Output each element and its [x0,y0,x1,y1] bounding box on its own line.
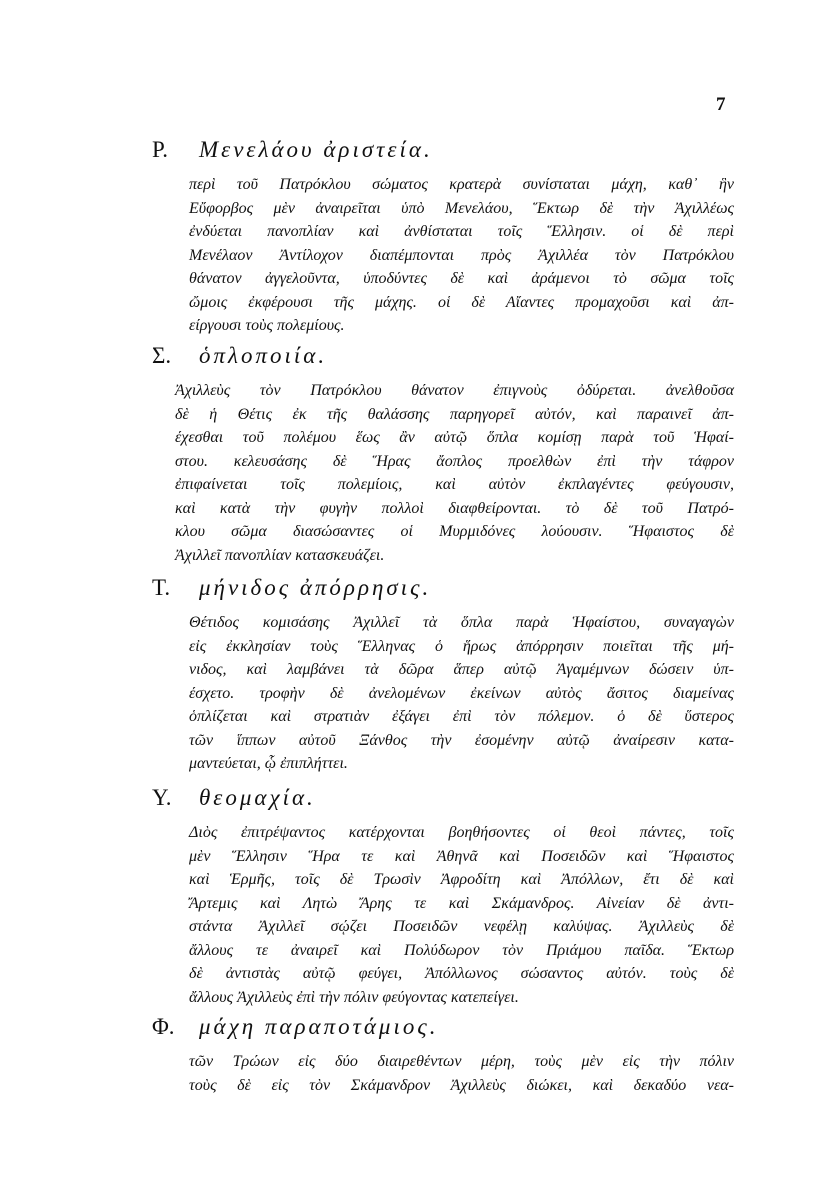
section-letter: Ρ. [152,137,169,162]
section-body [0,379,840,567]
text-line: τοὺς δὲ εἰς τὸν Σκάμανδρον Ἀχιλλεὺς διώκει, καὶ δεκαδύο νεα- [189,1076,734,1094]
text-line: στάντα Ἀχιλλεῖ σῴζει Ποσειδῶν νεφέλῃ καλύψας. Ἀχιλλεὺς δὲ [189,918,734,935]
text-line: ἄλλους τε ἀναιρεῖ καὶ Πολύδωρον τὸν Πριάμου παῖδα. Ἕκτωρ [189,941,734,959]
text-line: μὲν Ἕλλησιν Ἥρα τε καὶ Ἀθηνᾶ καὶ Ποσειδῶν καὶ Ἥφαιστος [189,847,734,865]
section-body [0,1050,840,1097]
section-body [0,611,840,776]
section-title: ὁπλοποιία. [199,343,328,368]
section-title: Μενελάου ἀριστεία. [199,137,433,162]
text-line: Διὸς ἐπιτρέψαντος κατέρχονται βοηθήσοντες οἱ θεοὶ πάντες, τοῖς [189,824,734,841]
section-letter: Υ. [152,785,172,810]
text-line: ἐπιφαίνεται τοῖς πολεμίοις, καὶ αὐτὸν ἐκπλαγέντες φεύγουσιν, [175,476,734,493]
text-line: ὤμοις ἐκφέρουσι τῆς μάχης. οἱ δὲ Αἴαντες προμαχοῦσι καὶ ἀπ- [189,293,734,311]
section-heading [0,785,840,821]
text-line: εἰς ἐκκλησίαν τοὺς Ἕλληνας ὁ ἥρως ἀπόρρησιν ποιεῖται τῆς μή- [189,637,734,655]
section-upsilon [0,785,840,1009]
section-heading [0,343,840,379]
section-body [0,173,840,338]
section-heading [0,1014,840,1050]
text-line: νιδος, καὶ λαμβάνει τὰ δῶρα ἅπερ αὐτῷ Ἀγαμέμνων δώσειν ὑπ- [189,661,734,678]
section-title: μάχη παραποτάμιος. [199,1014,439,1039]
section-letter: Φ. [152,1014,175,1039]
section-body [0,821,840,1009]
text-line: ἄλλους Ἀχιλλεὺς ἐπὶ τὴν πόλιν φεύγοντας κατεπείγει. [189,988,519,1006]
section-letter: Σ. [152,343,172,368]
text-line: δὲ ἡ Θέτις ἐκ τῆς θαλάσσης παρηγορεῖ αὐτόν, καὶ παραινεῖ ἀπ- [175,405,734,423]
page-number: 7 [716,94,726,115]
section-title: μήνιδος ἀπόρρησις. [199,575,432,600]
text-line: τῶν Τρώων εἰς δύο διαιρεθέντων μέρη, τοὺς μὲν εἰς τὴν πόλιν [189,1053,734,1070]
text-line: καὶ Ἑρμῆς, τοῖς δὲ Τρωσὶν Ἀφροδίτη καὶ Ἀπόλλων, ἔτι δὲ καὶ [189,871,734,888]
section-rho [0,137,840,338]
text-line: δὲ ἀντιστὰς αὐτῷ φεύγει, Ἀπόλλωνος σώσαντος αὐτόν. τοὺς δὲ [189,965,734,982]
text-line: Ἀχιλλεῖ πανοπλίαν κατασκευάζει. [175,546,385,564]
text-line: στου. κελευσάσης δὲ Ἥρας ἄοπλος προελθὼν ἐπὶ τὴν τάφρον [175,452,734,470]
section-tau [0,575,840,776]
text-line: είργουσι τοὺς πολεμίους. [189,317,345,334]
section-heading [0,137,840,173]
text-line: κλου σῶμα διασώσαντες οἱ Μυρμιδόνες λούουσιν. Ἥφαιστος δὲ [175,523,734,540]
text-line: έσχετο. τροφὴν δὲ ἀνελομένων ἐκείνων αὐτὸς ἄσιτος διαμείνας [189,684,734,702]
text-line: Εὔφορβος μὲν ἀναιρεῖται ὑπὸ Μενελάου, Ἕκτωρ δὲ τὴν Ἀχιλλέως [189,199,734,217]
section-sigma [0,343,840,567]
text-line: τῶν ἵππων αὐτοῦ Ξάνθος τὴν ἐσομένην αὐτῷ ἀναίρεσιν κατα- [189,731,734,749]
section-phi [0,1014,840,1097]
section-title: θεομαχία. [199,785,316,810]
text-line: Ἀχιλλεὺς τὸν Πατρόκλου θάνατον ἐπιγνοὺς ὀδύρεται. ἀνελθοῦσα [175,382,734,399]
text-line: περὶ τοῦ Πατρόκλου σώματος κρατερὰ συνίσταται μάχη, καθ᾽ ἣν [189,176,734,193]
text-line: ἐνδύεται πανοπλίαν καὶ ἀνθίσταται τοῖς Ἕλλησιν. οἱ δὲ περὶ [189,223,734,240]
text-line: Θέτιδος κομισάσης Ἀχιλλεῖ τὰ ὅπλα παρὰ Ἡφαίστου, συναγαγὼν [189,614,734,631]
section-heading [0,575,840,611]
text-line: Ἄρτεμις καὶ Λητὼ Ἄρης τε καὶ Σκάμανδρος. Αἰνείαν δὲ ἀντι- [189,894,734,912]
section-letter: Τ. [152,575,171,600]
text-line: Μενέλαον Ἀντίλοχον διαπέμπονται πρὸς Ἀχιλλέα τὸν Πατρόκλου [189,246,734,264]
text-line: μαντεύεται, ᾧ ἐπιπλήττει. [189,755,348,772]
text-line: θάνατον ἀγγελοῦντα, ὑποδύντες δὲ καὶ ἀράμενοι τὸ σῶμα τοῖς [189,270,734,287]
text-line: έχεσθαι τοῦ πολέμου ἕως ἂν αὐτῷ ὅπλα κομίσῃ παρὰ τοῦ Ἡφαί- [175,429,734,446]
text-line: ὁπλίζεται καὶ στρατιὰν ἐξάγει ἐπὶ τὸν πόλεμον. ὁ δὲ ὕστερος [189,708,734,725]
text-line: καὶ κατὰ τὴν φυγὴν πολλοὶ διαφθείρονται. τὸ δὲ τοῦ Πατρό- [175,499,734,517]
